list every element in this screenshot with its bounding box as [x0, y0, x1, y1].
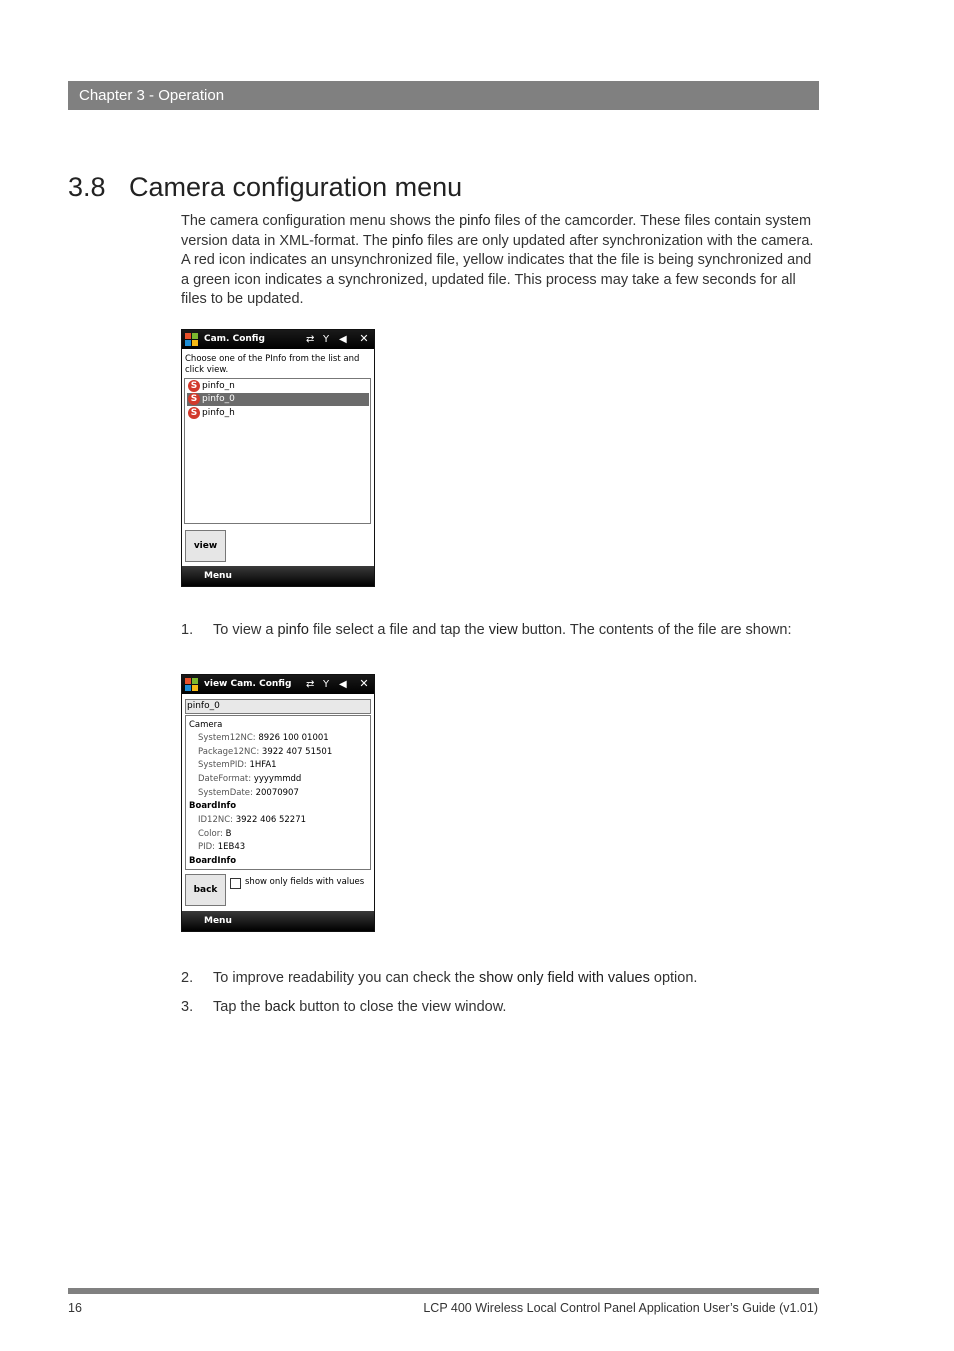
back-button[interactable]: back — [185, 874, 226, 906]
intro-text-2: files of the camcorder. These files contain system version data in XML-format. The — [181, 213, 812, 249]
cam-config-screenshot — [181, 329, 375, 587]
file-content-view[interactable] — [185, 715, 371, 870]
step-text: Tap the — [213, 999, 265, 1015]
list-item-label: pinfo_h — [202, 408, 235, 418]
menu-softkey[interactable]: Menu — [204, 916, 232, 926]
signal-icon[interactable]: Y — [323, 334, 330, 345]
step-text: button. The contents of the file are shown: — [517, 622, 792, 638]
list-item-label: pinfo_0 — [202, 394, 235, 404]
intro-term-pinfo-2: pinfo — [391, 232, 424, 249]
speaker-muted-icon[interactable]: ◀ — [339, 679, 347, 690]
content-row: SystemPID: 1HFA1 — [198, 760, 277, 770]
chapter-header — [68, 81, 819, 110]
section-heading: Camera configuration menu — [129, 172, 463, 202]
pinfo-list[interactable] — [184, 378, 371, 524]
windows-start-icon[interactable] — [185, 333, 198, 346]
close-icon[interactable]: ✕ — [359, 332, 369, 345]
device-title: view Cam. Config — [204, 679, 292, 689]
intro-text-1: The camera configuration menu shows the — [181, 213, 460, 229]
device-menu-bar — [182, 566, 374, 586]
file-name-field: pinfo_0 — [185, 699, 371, 714]
step-text: file select a file and tap the — [308, 622, 489, 638]
device-title-bar — [182, 675, 374, 694]
footer-rule — [68, 1288, 819, 1294]
page-number: 16 — [68, 1301, 82, 1315]
content-row: Color: B — [198, 829, 232, 839]
list-item[interactable] — [187, 380, 369, 393]
section-number: 3.8 — [68, 172, 106, 202]
step-text: option. — [649, 970, 698, 986]
content-row: PID: 1EB43 — [198, 842, 246, 852]
step-text: To improve readability you can check the — [213, 970, 479, 986]
content-row: DateFormat: yyyymmdd — [198, 774, 302, 784]
term-show-only-field: show only field with values — [478, 970, 650, 986]
list-item-label: pinfo_n — [202, 381, 235, 391]
step-1 — [181, 621, 821, 641]
close-icon[interactable]: ✕ — [359, 677, 369, 690]
list-item[interactable] — [187, 407, 369, 420]
content-row: ID12NC: 3922 406 52271 — [198, 815, 307, 825]
show-values-label[interactable]: show only fields with values — [245, 877, 365, 887]
content-row: System12NC: 8926 100 01001 — [198, 733, 329, 743]
sync-status-icon: S — [188, 380, 200, 392]
connectivity-icon[interactable]: ⇄ — [306, 334, 315, 345]
group-heading: BoardInfo — [189, 801, 237, 811]
choose-prompt: Choose one of the PInfo from the list and click view. — [185, 354, 360, 375]
content-row: SystemDate: 20070907 — [198, 788, 299, 798]
step-number: 1. — [181, 622, 194, 638]
intro-term-pinfo-1: pinfo — [459, 213, 491, 229]
term-view: view — [488, 622, 518, 638]
intro-text-3: files are only updated after synchronization with the camera. A red icon indicates an unsynchronized file, yellow indicates that the file is being synchronized and a green icon indicates a synchronized, updated file. This process may take a few seconds for all files to be updated. — [181, 232, 814, 307]
sync-status-icon: S — [188, 393, 200, 405]
show-values-checkbox[interactable] — [230, 878, 241, 889]
view-cam-config-screenshot — [181, 674, 375, 932]
step-text: To view a — [213, 622, 278, 638]
speaker-muted-icon[interactable]: ◀ — [339, 334, 347, 345]
group-heading: Camera — [189, 720, 223, 730]
step-2 — [181, 969, 821, 989]
device-title: Cam. Config — [204, 334, 265, 344]
step-number: 2. — [181, 970, 194, 986]
device-title-bar — [182, 330, 374, 349]
document-title: LCP 400 Wireless Local Control Panel Application User’s Guide (v1.01) — [423, 1301, 818, 1315]
windows-start-icon[interactable] — [185, 678, 198, 691]
chapter-label: Chapter 3 - Operation — [79, 87, 225, 104]
step-3 — [181, 998, 821, 1018]
term-back: back — [264, 999, 296, 1015]
menu-softkey[interactable]: Menu — [204, 571, 232, 581]
signal-icon[interactable]: Y — [323, 679, 330, 690]
view-button[interactable]: view — [185, 530, 226, 562]
step-text: button to close the view window. — [295, 999, 507, 1015]
group-heading: BoardInfo — [189, 856, 237, 866]
sync-status-icon: S — [188, 407, 200, 419]
device-menu-bar — [182, 911, 374, 931]
list-item-selected[interactable] — [187, 393, 369, 406]
step-number: 3. — [181, 999, 194, 1015]
term-pinfo: pinfo — [277, 622, 309, 638]
connectivity-icon[interactable]: ⇄ — [306, 679, 315, 690]
section-title — [68, 172, 462, 203]
intro-paragraph — [181, 212, 821, 310]
content-row: Package12NC: 3922 407 51501 — [198, 747, 333, 757]
